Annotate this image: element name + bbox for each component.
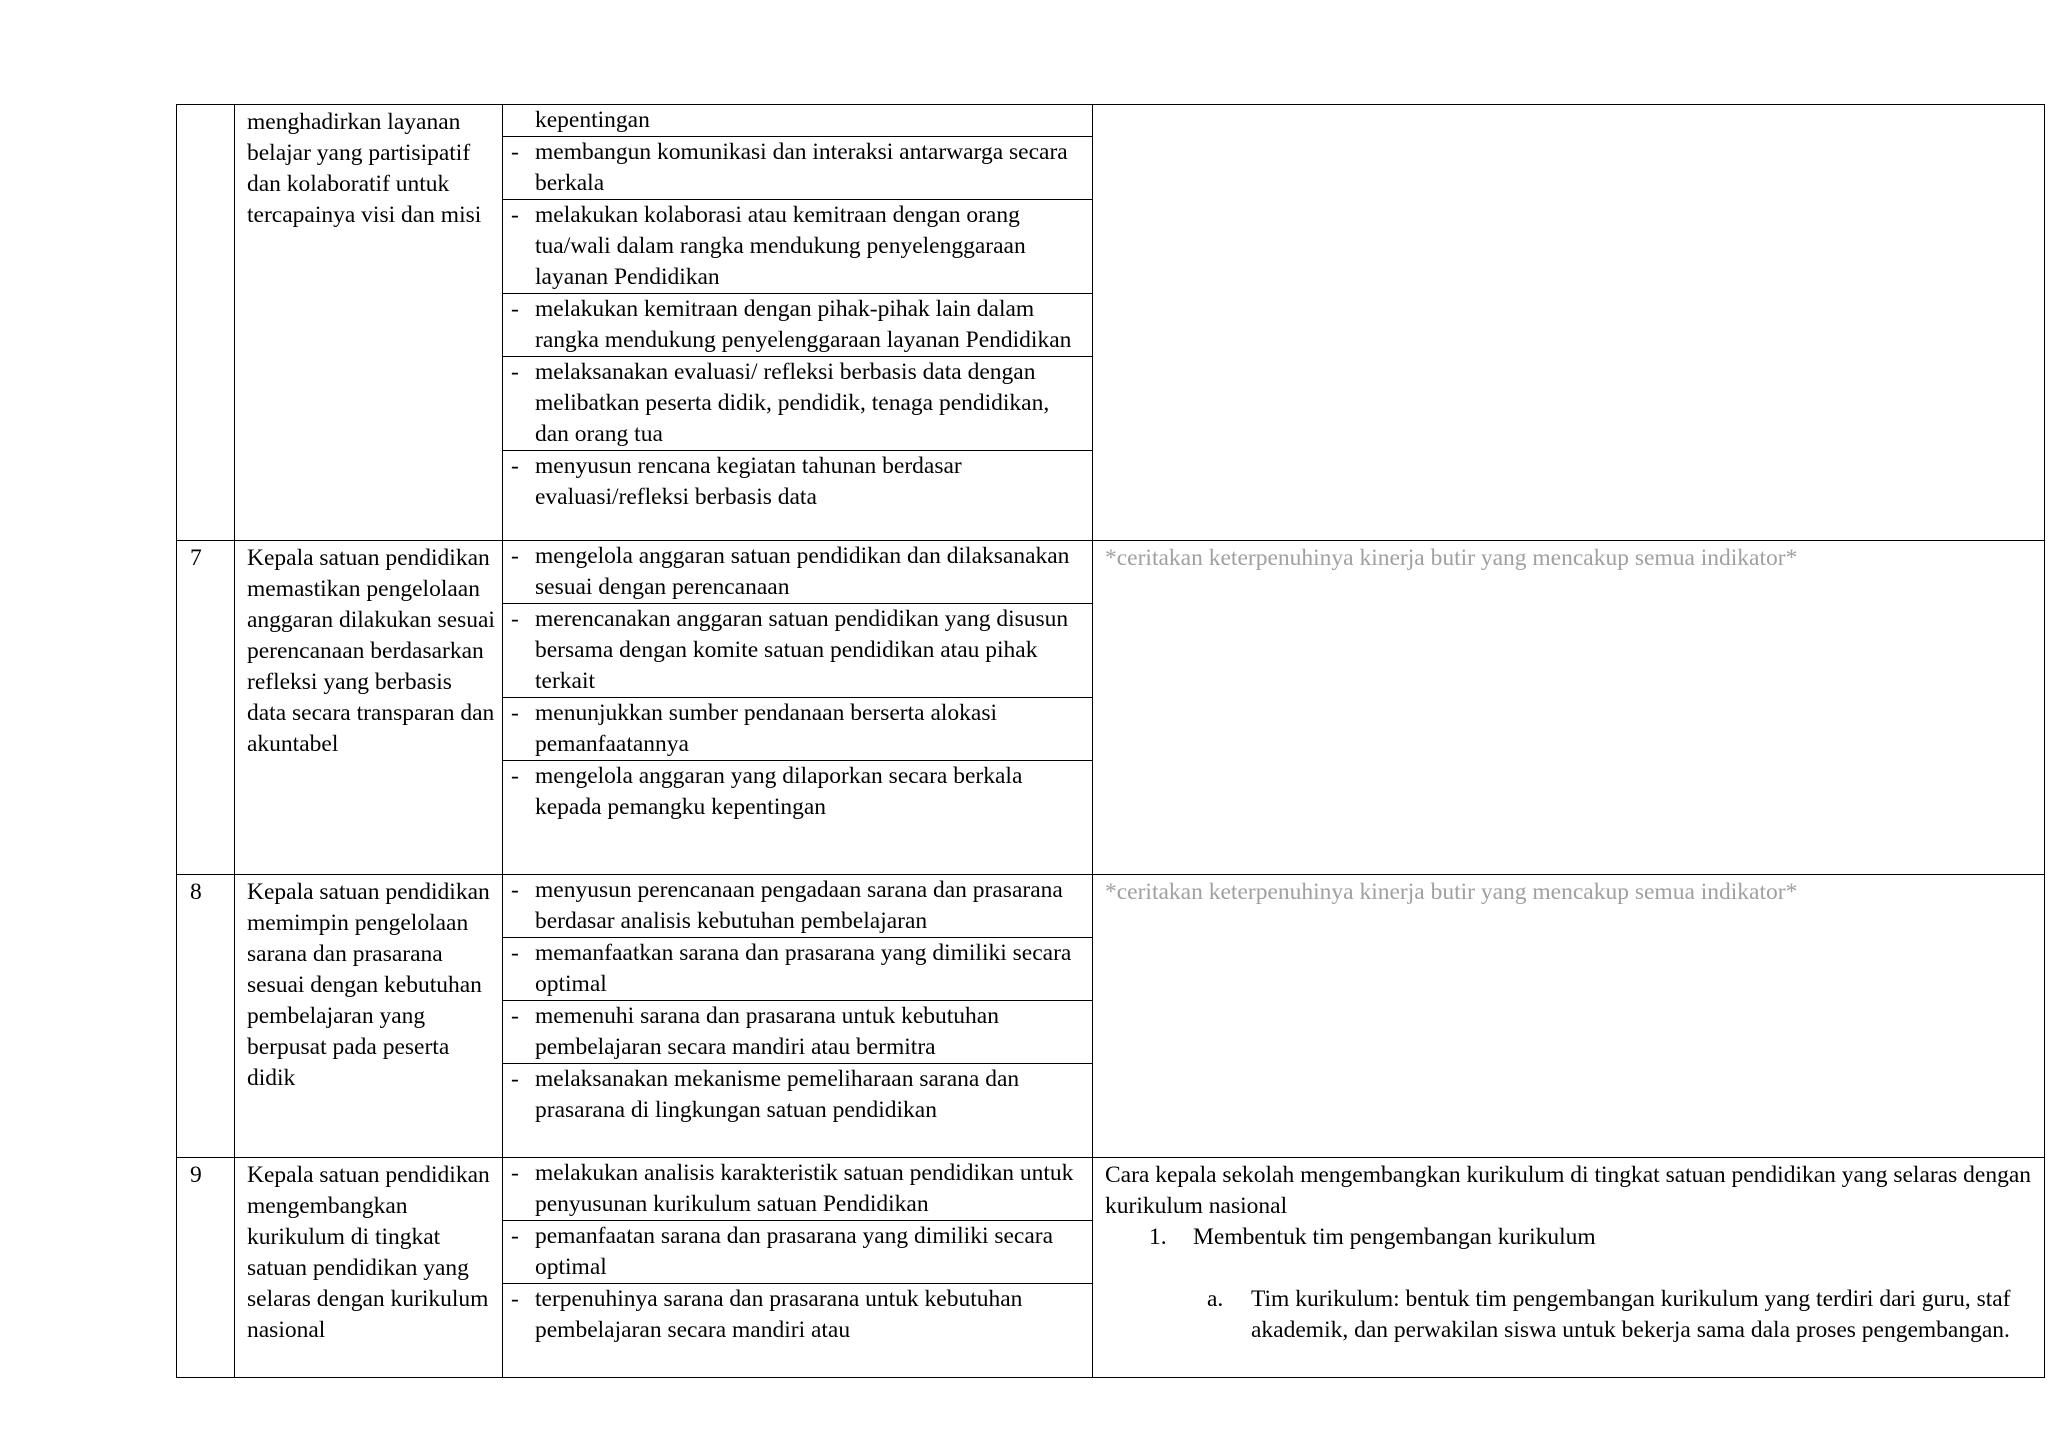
indicator-item: - memenuhi sarana dan prasarana untuk kebutuhan pembelajaran secara mandiri atau bermitra <box>503 1001 1092 1064</box>
story-cell[interactable] <box>1093 1158 2045 1378</box>
indicator-item: - merencanakan anggaran satuan pendidikan yang disusun bersama dengan komite satuan pendidikan atau pihak terkait <box>503 604 1092 698</box>
indicator-item: - mengelola anggaran yang dilaporkan secara berkala kepada pemangku kepentingan <box>511 763 1023 820</box>
table-row <box>177 105 2045 541</box>
criteria-cell <box>235 875 503 1158</box>
table-row <box>177 875 2045 1158</box>
story-sub-item: a. Tim kurikulum: bentuk tim pengembangan kurikulum yang terdiri dari guru, staf akademik, dan perwakilan siswa untuk bekerja sama dala proses pengembangan. <box>1207 1286 2011 1343</box>
criteria-text: Kepala satuan pendidikan mengembangkan kurikulum di tingkat satuan pendidikan yang selaras dengan kurikulum nasional <box>247 1162 490 1343</box>
indicator-item: - terpenuhinya sarana dan prasarana untuk kebutuhan pembelajaran secara mandiri atau <box>511 1286 1023 1343</box>
criteria-text: Kepala satuan pendidikan memimpin pengelolaan sarana dan prasarana sesuai dengan kebutuhan pembelajaran yang berpusat pada peserta didik <box>247 879 490 1091</box>
table-row <box>177 541 2045 875</box>
indicator-item: - membangun komunikasi dan interaksi antarwarga secara berkala <box>503 137 1092 200</box>
story-intro: Cara kepala sekolah mengembangkan kurikulum di tingkat satuan pendidikan yang selaras dengan kurikulum nasional <box>1105 1162 2032 1219</box>
criteria-cell <box>235 105 503 541</box>
story-cell[interactable] <box>1093 541 2045 875</box>
indicator-item: - menyusun perencanaan pengadaan sarana dan prasarana berdasar analisis kebutuhan pembelajaran <box>503 875 1092 938</box>
indicator-cell <box>503 105 1093 541</box>
criteria-cell <box>235 541 503 875</box>
table-row <box>177 1158 2045 1378</box>
indicator-item: - melakukan analisis karakteristik satuan pendidikan untuk penyusunan kurikulum satuan Pendidikan <box>503 1158 1092 1221</box>
indicator-cell <box>503 541 1093 875</box>
indicator-cell <box>503 875 1093 1158</box>
indicator-item: - menunjukkan sumber pendanaan berserta alokasi pemanfaatannya <box>503 698 1092 761</box>
criteria-cell <box>235 1158 503 1378</box>
row-number: 7 <box>190 545 202 571</box>
row-number: 9 <box>190 1162 202 1188</box>
indicator-item: - memanfaatkan sarana dan prasarana yang dimiliki secara optimal <box>503 938 1092 1001</box>
story-list-item: 1. Membentuk tim pengembangan kurikulum <box>1149 1224 1596 1250</box>
row-number-cell <box>177 1158 235 1378</box>
story-cell[interactable] <box>1093 105 2045 541</box>
indicator-item: - melaksanakan mekanisme pemeliharaan sarana dan prasarana di lingkungan satuan pendidikan <box>511 1066 1020 1123</box>
criteria-text: menghadirkan layanan belajar yang partisipatif dan kolaboratif untuk tercapainya visi dan misi <box>247 109 482 228</box>
indicator-item: - melakukan kemitraan dengan pihak-pihak lain dalam rangka mendukung penyelenggaraan layanan Pendidikan <box>503 294 1092 357</box>
indicator-cell <box>503 1158 1093 1378</box>
indicator-item: - menyusun rencana kegiatan tahunan berdasar evaluasi/refleksi berbasis data <box>511 453 962 510</box>
indicator-item: - mengelola anggaran satuan pendidikan dan dilaksanakan sesuai dengan perencanaan <box>503 541 1092 604</box>
story-placeholder: *ceritakan keterpenuhinya kinerja butir yang mencakup semua indikator* <box>1105 545 1798 571</box>
row-number-cell <box>177 105 235 541</box>
criteria-text: Kepala satuan pendidikan memastikan pengelolaan anggaran dilakukan sesuai perencanaan berdasarkan refleksi yang berbasis data secara transparan dan akuntabel <box>247 545 495 757</box>
indicator-item: kepentingan <box>503 105 1092 137</box>
evaluation-table <box>176 104 2045 1378</box>
row-number: 8 <box>190 879 202 905</box>
indicator-item: - pemanfaatan sarana dan prasarana yang dimiliki secara optimal <box>503 1221 1092 1284</box>
story-cell[interactable] <box>1093 875 2045 1158</box>
indicator-item: - melakukan kolaborasi atau kemitraan dengan orang tua/wali dalam rangka mendukung penyelenggaraan layanan Pendidikan <box>503 200 1092 294</box>
row-number-cell <box>177 541 235 875</box>
row-number-cell <box>177 875 235 1158</box>
story-placeholder: *ceritakan keterpenuhinya kinerja butir yang mencakup semua indikator* <box>1105 879 1798 905</box>
indicator-item: - melaksanakan evaluasi/ refleksi berbasis data dengan melibatkan peserta didik, pendidik, tenaga pendidikan, dan orang tua <box>503 357 1092 451</box>
